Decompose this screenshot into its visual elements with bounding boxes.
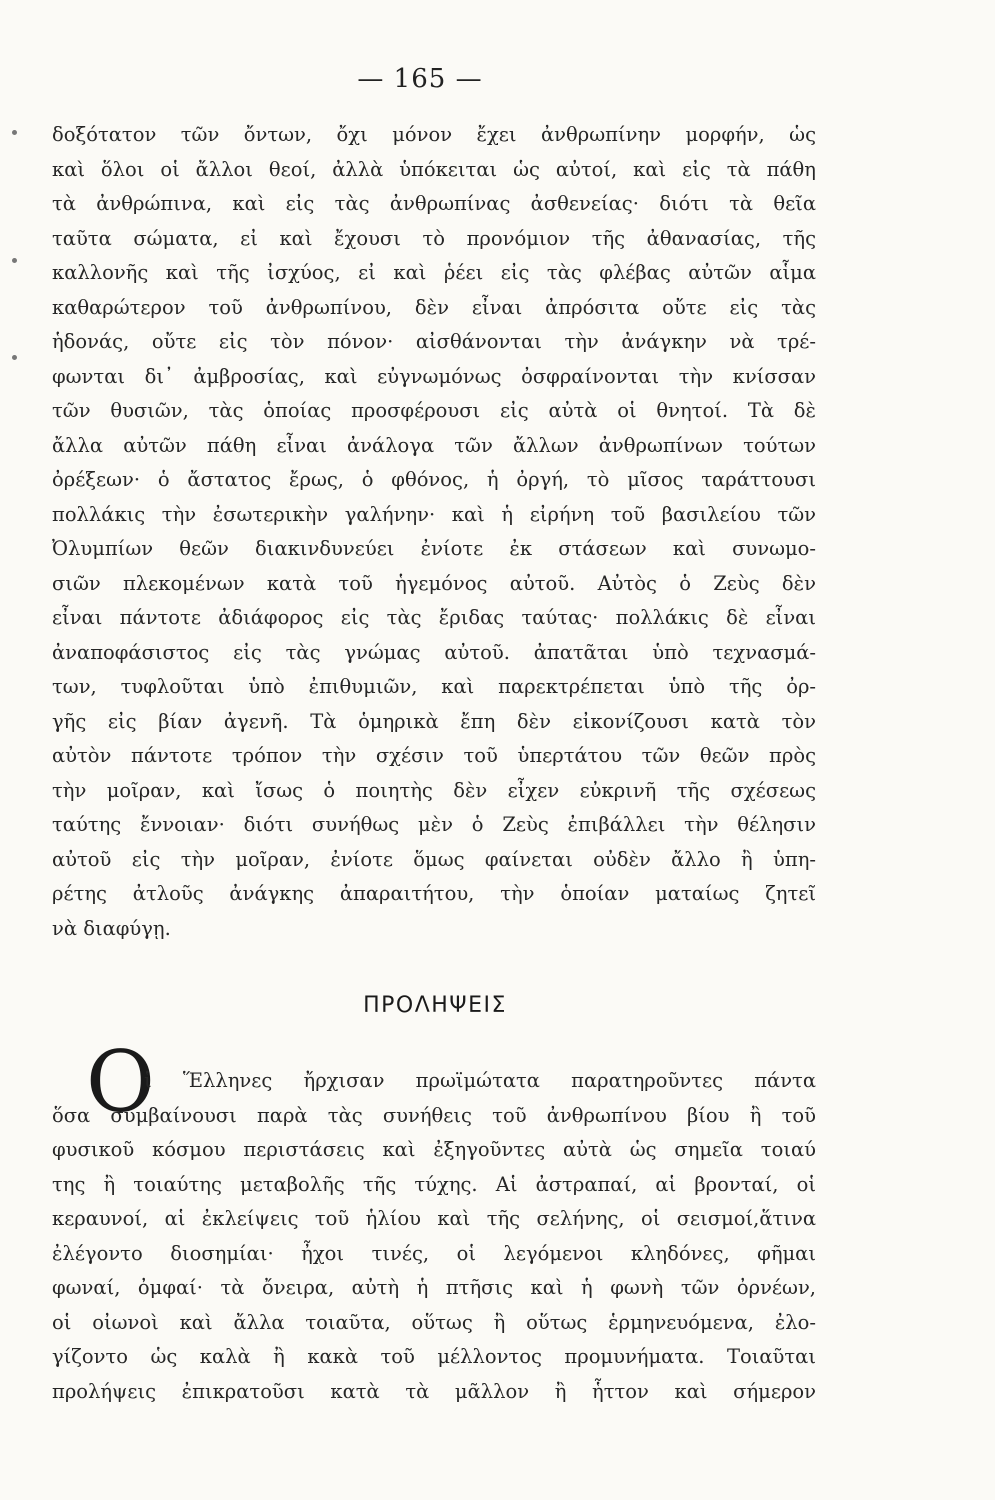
text-line: καὶ ὅλοι οἱ ἄλλοι θεοί, ἀλλὰ ὑπόκειται ὡς αὐτοί, καὶ εἰς τὰ πάθη [52, 157, 816, 181]
text-line: τῶν θυσιῶν, τὰς ὁποίας προσφέρουσι εἰς αὐτὰ οἱ θνητοί. Τὰ δὲ [52, 399, 816, 422]
text-line: της ἢ τοιαύτης μεταβολῆς τῆς τύχης. Αἱ ἀστραπαί, αἱ βρονταί, οἱ [52, 1172, 816, 1196]
gutter-mark [12, 258, 17, 263]
text-line: ταύτης ἔννοιαν· διότι συνήθως μὲν ὁ Ζεὺς ἐπιβάλλει τὴν θέλησιν [52, 813, 816, 836]
text-line: τὰ ἀνθρώπινα, καὶ εἰς τὰς ἀνθρωπίνας ἀσθενείας· διότι τὰ θεῖα [52, 192, 816, 215]
text-line: εἶναι πάντοτε ἀδιάφορος εἰς τὰς ἔριδας ταύτας· πολλάκις δὲ εἶναι [52, 606, 816, 629]
text-line: αὐτοῦ εἰς τὴν μοῖραν, ἐνίοτε ὅμως φαίνεται οὐδὲν ἄλλο ἢ ὑπη- [52, 847, 816, 871]
text-line: αὐτὸν πάντοτε τρόπον τὴν σχέσιν τοῦ ὑπερτάτου τῶν θεῶν πρὸς [52, 744, 816, 767]
text-line: καλλονῆς καὶ τῆς ἰσχύος, εἰ καὶ ῥέει εἰς τὰς φλέβας αὐτῶν αἷμα [52, 261, 816, 284]
text-line: γίζοντο ὡς καλὰ ἢ κακὰ τοῦ μέλλοντος προμυνήματα. Τοιαῦται [52, 1345, 816, 1368]
text-line: σιῶν πλεκομένων κατὰ τοῦ ἡγεμόνος αὐτοῦ. Αὐτὸς ὁ Ζεὺς δὲν [52, 571, 816, 595]
drop-cap: O [86, 1033, 155, 1131]
text-line: δοξότατον τῶν ὄντων, ὄχι μόνον ἔχει ἀνθρωπίνην μορφήν, ὡς [52, 123, 816, 146]
paragraph-continued [52, 118, 816, 946]
text-line: φυσικοῦ κόσμου περιστάσεις καὶ ἐξηγοῦντες αὐτὰ ὡς σημεῖα τοιαύ [52, 1138, 816, 1161]
text-line: ἱ Ἕλληνες ἤρχισαν πρωϊμώτατα παρατηροῦντες πάντα [144, 1069, 816, 1092]
text-line: Ὀλυμπίων θεῶν διακινδυνεύει ἐνίοτε ἐκ στάσεων καὶ συνωμο- [52, 537, 816, 560]
text-line: κεραυνοί, αἱ ἐκλείψεις τοῦ ἡλίου καὶ τῆς σελήνης, οἱ σεισμοί,ἅτινα [52, 1207, 816, 1230]
text-line: καθαρώτερον τοῦ ἀνθρωπίνου, δὲν εἶναι ἀπρόσιτα οὔτε εἰς τὰς [52, 295, 816, 319]
text-line: ἄλλα αὐτῶν πάθη εἶναι ἀνάλογα τῶν ἄλλων ἀνθρωπίνων τούτων [52, 433, 816, 457]
text-line: τὴν μοῖραν, καὶ ἴσως ὁ ποιητὴς δὲν εἶχεν εὐκρινῆ τῆς σχέσεως [52, 778, 816, 802]
text-line: φωνται δι᾽ ἀμβροσίας, καὶ εὐγνωμόνως ὀσφραίνονται τὴν κνίσσαν [52, 364, 816, 388]
text-line: ἀναποφάσιστος εἰς τὰς γνώμας αὐτοῦ. ἀπατᾶται ὑπὸ τεχνασμά- [52, 640, 816, 664]
page-number: — 165 — [357, 64, 483, 94]
section-title: ΠΡΟΛΗΨΕΙΣ [363, 993, 507, 1018]
text-line: νὰ διαφύγῃ. [52, 916, 171, 940]
text-line: ἡδονάς, οὔτε εἰς τὸν πόνον· αἰσθάνονται τὴν ἀνάγκην νὰ τρέ- [52, 330, 816, 353]
text-line: ταῦτα σώματα, εἰ καὶ ἔχουσι τὸ προνόμιον τῆς ἀθανασίας, τῆς [52, 226, 816, 250]
text-line: οἱ οἰωνοὶ καὶ ἄλλα τοιαῦτα, οὕτως ἢ οὕτως ἑρμηνευόμενα, ἐλο- [52, 1310, 816, 1334]
text-line: ἐλέγοντο διοσημίαι· ἦχοι τινές, οἱ λεγόμενοι κληδόνες, φῆμαι [52, 1241, 816, 1265]
paragraph-section [52, 1064, 816, 1409]
text-line: πολλάκις τὴν ἐσωτερικὴν γαλήνην· καὶ ἡ εἰρήνη τοῦ βασιλείου τῶν [52, 502, 816, 526]
text-line: προλήψεις ἐπικρατοῦσι κατὰ τὰ μᾶλλον ἢ ἧττον καὶ σήμερον [52, 1379, 816, 1403]
text-line: των, τυφλοῦται ὑπὸ ἐπιθυμιῶν, καὶ παρεκτρέπεται ὑπὸ τῆς ὀρ- [52, 675, 816, 698]
text-line: γῆς εἰς βίαν ἀγενῆ. Τὰ ὁμηρικὰ ἔπη δὲν εἰκονίζουσι κατὰ τὸν [52, 709, 816, 733]
gutter-mark [12, 130, 17, 135]
text-line: ὅσα συμβαίνουσι παρὰ τὰς συνήθεις τοῦ ἀνθρωπίνου βίου ἢ τοῦ [52, 1103, 816, 1127]
text-line: ὀρέξεων· ὁ ἄστατος ἔρως, ὁ φθόνος, ἡ ὀργή, τὸ μῖσος ταράττουσι [52, 468, 816, 491]
text-line: φωναί, ὀμφαί· τὰ ὄνειρα, αὐτὴ ἡ πτῆσις καὶ ἡ φωνὴ τῶν ὀρνέων, [52, 1276, 816, 1299]
text-line: ρέτης ἀτλοῦς ἀνάγκης ἀπαραιτήτου, τὴν ὁποίαν ματαίως ζητεῖ [52, 882, 816, 905]
gutter-mark [12, 355, 17, 360]
